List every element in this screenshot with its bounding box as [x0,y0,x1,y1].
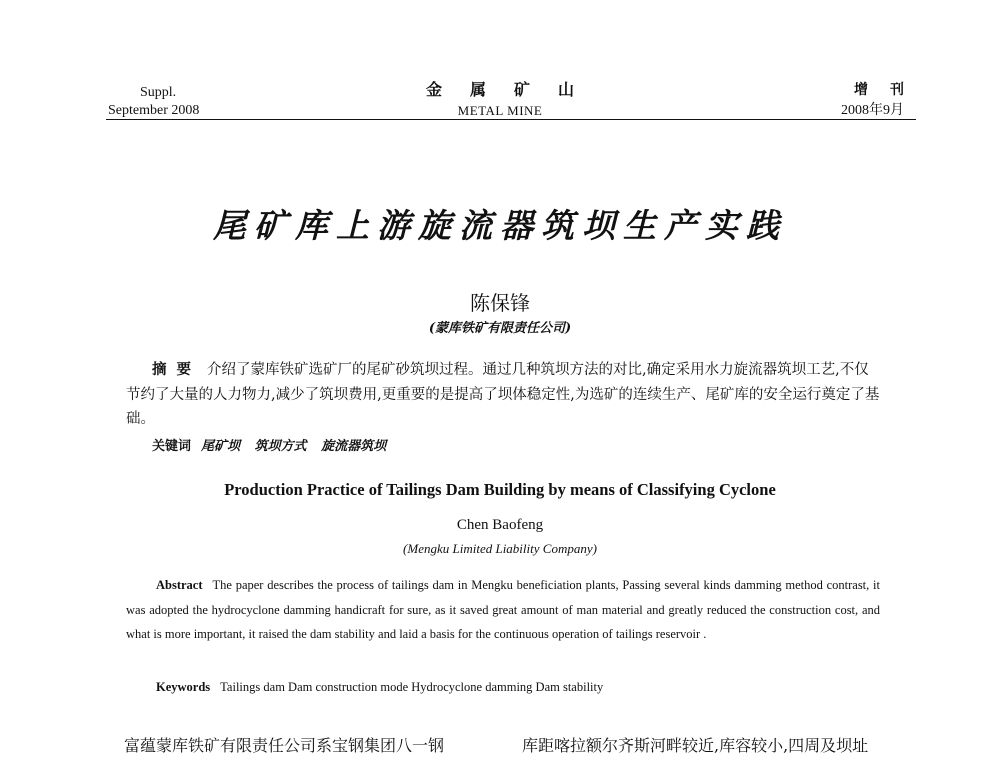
affiliation-en: (Mengku Limited Liability Company) [403,541,597,556]
header-rule [106,119,916,120]
issue-date-cn: 2008年9月 [841,103,904,118]
journal-name-cn: 金属矿山 [425,82,602,99]
affiliation-cn: (蒙库铁矿有限责任公司) [428,321,572,336]
keywords-en [156,680,603,695]
journal-header-center [380,80,620,120]
author-name-en: Chen Baofeng [456,517,544,533]
abstract-en [126,573,880,647]
keywords-cn [152,435,386,454]
author-name-cn: 陈保锋 [470,291,530,315]
body-text-left-column: 富蕴蒙库铁矿有限责任公司系宝钢集团八一钢 [124,736,445,755]
abstract-cn-label: 摘要 [152,361,201,378]
journal-header-left [108,84,199,120]
paper-title-cn: 尾矿库上游旋流器筑坝生产实践 [213,206,787,245]
supplement-label: Suppl. [140,85,177,100]
issue-date-en: September 2008 [108,103,200,118]
abstract-cn-text: 介绍了蒙库铁矿选矿厂的尾矿砂筑坝过程。通过几种筑坝方法的对比,确定采用水力旋流器筑坝工艺,不仅节约了大量的人力物力,减少了筑坝费用,更重要的是提高了坝体稳定性,为选矿的连续生产、尾矿库的安全运行奠定了基础。 [126,362,880,427]
keywords-en-items: Tailings dam Dam construction mode Hydrocyclone damming Dam stability [220,680,604,694]
keywords-en-label: Keywords [156,680,211,694]
body-text-right-column: 库距喀拉额尔齐斯河畔较近,库容较小,四周及坝址 [522,736,869,755]
journal-name-en: METAL MINE [457,103,543,118]
paper-title-en: Production Practice of Tailings Dam Building by means of Classifying Cyclone [224,480,776,499]
abstract-en-label: Abstract [156,578,203,592]
keywords-cn-label: 关键词 [152,439,192,454]
abstract-en-text: The paper describes the process of tailings dam in Mengku beneficiation plants, Passing several kinds damming method contrast, it was adopted the hydrocyclone damming handicraft for sure, as it saved great amount of man material and greatly reduced the construction cost, and what is more important, it raised the dam stability and laid a basis for the continuous operation of tailings reservoir . [126,578,880,641]
journal-header-right [841,80,926,120]
abstract-cn [126,358,880,432]
keywords-cn-items: 尾矿坝 筑坝方式 旋流器筑坝 [201,439,387,454]
supplement-label-cn: 增刊 [854,83,926,98]
